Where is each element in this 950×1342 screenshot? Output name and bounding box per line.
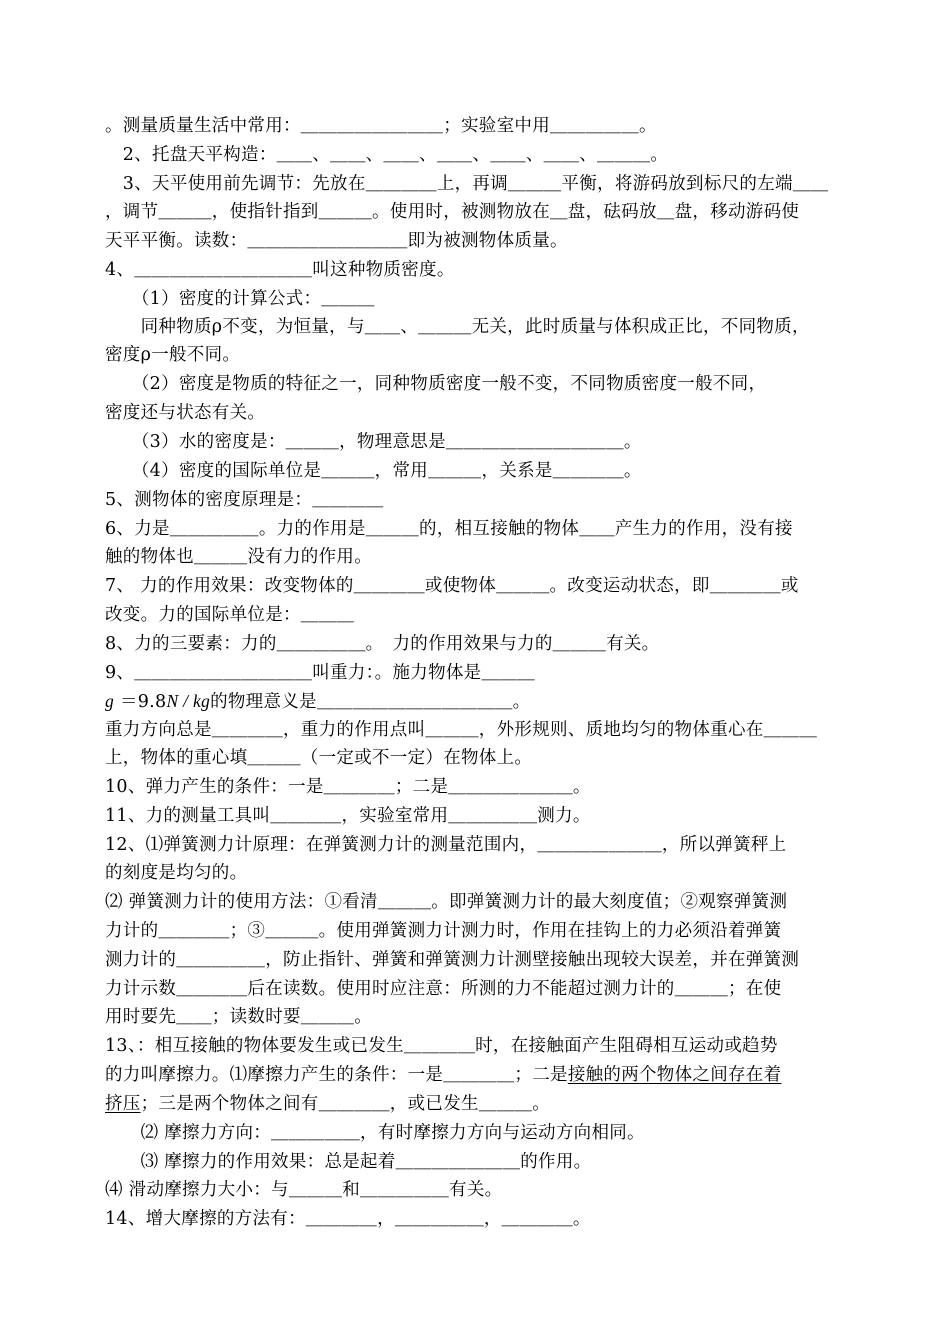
- g-unit: N / kg: [166, 691, 211, 711]
- text-line: 10、弹力产生的条件：一是＿＿＿＿；二是＿＿＿＿＿＿＿。: [105, 777, 591, 797]
- text-line: 14、增大摩擦的方法有：＿＿＿＿，＿＿＿＿＿，＿＿＿＿。: [105, 1209, 591, 1229]
- g-meaning: 的物理意义是＿＿＿＿＿＿＿＿＿＿＿。: [210, 692, 531, 712]
- text-line: 力计的＿＿＿＿；③＿＿＿。使用弹簧测力计测力时，作用在挂钩上的力必须沿着弹簧: [105, 921, 782, 941]
- text-line: （4）密度的国际单位是＿＿＿，常用＿＿＿，关系是＿＿＿＿。: [105, 461, 642, 481]
- text-line: ⑶ 摩擦力的作用效果：总是起着＿＿＿＿＿＿＿的作用。: [105, 1152, 592, 1172]
- text-line: 触的物体也＿＿＿没有力的作用。: [105, 547, 372, 567]
- underlined-phrase: 接触的两个物体之间存在着: [567, 1065, 782, 1085]
- text-line: ⑵ 弹簧测力计的使用方法：①看清＿＿＿。即弹簧测力计的最大刻度值；②观察弹簧测: [105, 892, 788, 912]
- g-value: ＝9.8: [119, 692, 167, 712]
- text-line: 挤压；三是两个物体之间有＿＿＿＿，或已发生＿＿＿。: [105, 1094, 551, 1114]
- g-symbol: g: [105, 691, 115, 711]
- text-line: 9、＿＿＿＿＿＿＿＿＿＿叫重力：。施力物体是＿＿＿: [105, 663, 535, 683]
- text-line: 8、力的三要素：力的＿＿＿＿＿。 力的作用效果与力的＿＿＿有关。: [105, 634, 660, 654]
- text-line: 2、托盘天平构造：＿＿、＿＿、＿＿、＿＿、＿＿、＿＿、＿＿＿。: [105, 145, 669, 165]
- text-line: 密度还与状态有关。: [105, 403, 266, 423]
- gravity-formula-line: [105, 689, 530, 714]
- text-line: 12、⑴弹簧测力计原理：在弹簧测力计的测量范围内，＿＿＿＿＿＿＿，所以弹簧秤上: [105, 835, 787, 855]
- text-line: ⑵ 摩擦力方向：＿＿＿＿＿，有时摩擦力方向与运动方向相同。: [105, 1123, 645, 1143]
- text-line: 。测量质量生活中常用：＿＿＿＿＿＿＿＿；实验室中用＿＿＿＿＿。: [105, 116, 657, 136]
- text-line: 改变。力的国际单位是：＿＿＿: [105, 605, 355, 625]
- text-line: 11、力的测量工具叫＿＿＿＿，实验室常用＿＿＿＿＿测力。: [105, 806, 591, 826]
- text-line: 的力叫摩擦力。⑴摩擦力产生的条件：一是＿＿＿＿；二是接触的两个物体之间存在着: [105, 1065, 782, 1085]
- text-line: 密度ρ一般不同。: [105, 345, 241, 365]
- text-line: 4、＿＿＿＿＿＿＿＿＿＿叫这种物质密度。: [105, 260, 455, 280]
- text-line: （1）密度的计算公式：＿＿＿: [105, 289, 375, 309]
- text-line: ⑷ 滑动摩擦力大小：与＿＿＿和＿＿＿＿＿有关。: [105, 1180, 503, 1200]
- text-line: 测力计的＿＿＿＿＿，防止指针、弹簧和弹簧测力计测壁接触出现较大误差，并在弹簧测: [105, 950, 800, 970]
- text-line: 用时要先＿＿；读数时要＿＿＿。: [105, 1007, 372, 1027]
- text-line: （3）水的密度是：＿＿＿，物理意思是＿＿＿＿＿＿＿＿＿＿。: [105, 432, 642, 452]
- text-line: 6、力是＿＿＿＿＿。力的作用是＿＿＿的，相互接触的物体＿＿产生力的作用，没有接: [105, 519, 793, 539]
- text-line: （2）密度是物质的特征之一，同种物质密度一般不变，不同物质密度一般不同，: [105, 374, 767, 394]
- text-line: 天平平衡。读数：＿＿＿＿＿＿＿＿＿即为被测物体质量。: [105, 231, 568, 251]
- text-line: 13、：相互接触的物体要发生或已发生＿＿＿＿时，在接触面产生阻碍相互运动或趋势: [105, 1036, 778, 1056]
- text-line: 重力方向总是＿＿＿＿，重力的作用点叫＿＿＿，外形规则、质地均匀的物体重心在＿＿＿: [105, 720, 817, 740]
- text-line: 上，物体的重心填＿＿＿（一定或不一定）在物体上。: [105, 748, 533, 768]
- text-line: 同种物质ρ不变，为恒量，与＿＿、＿＿＿无关，此时质量与体积成正比，不同物质，: [105, 317, 810, 337]
- text-line: 3、天平使用前先调节：先放在＿＿＿＿上，再调＿＿＿平衡，将游码放到标尺的左端＿＿: [105, 174, 829, 194]
- text-line: 5、测物体的密度原理是：＿＿＿＿: [105, 490, 384, 510]
- text-line: 7、 力的作用效果：改变物体的＿＿＿＿或使物体＿＿＿。改变运动状态，即＿＿＿＿或: [105, 576, 799, 596]
- text-line: 力计示数＿＿＿＿后在读数。使用时应注意：所测的力不能超过测力计的＿＿＿；在使: [105, 979, 782, 999]
- text-line: 的刻度是均匀的。: [105, 863, 248, 883]
- text-line: ，调节＿＿＿，使指针指到＿＿＿。使用时，被测物放在＿盘，砝码放＿盘，移动游码使: [105, 202, 800, 222]
